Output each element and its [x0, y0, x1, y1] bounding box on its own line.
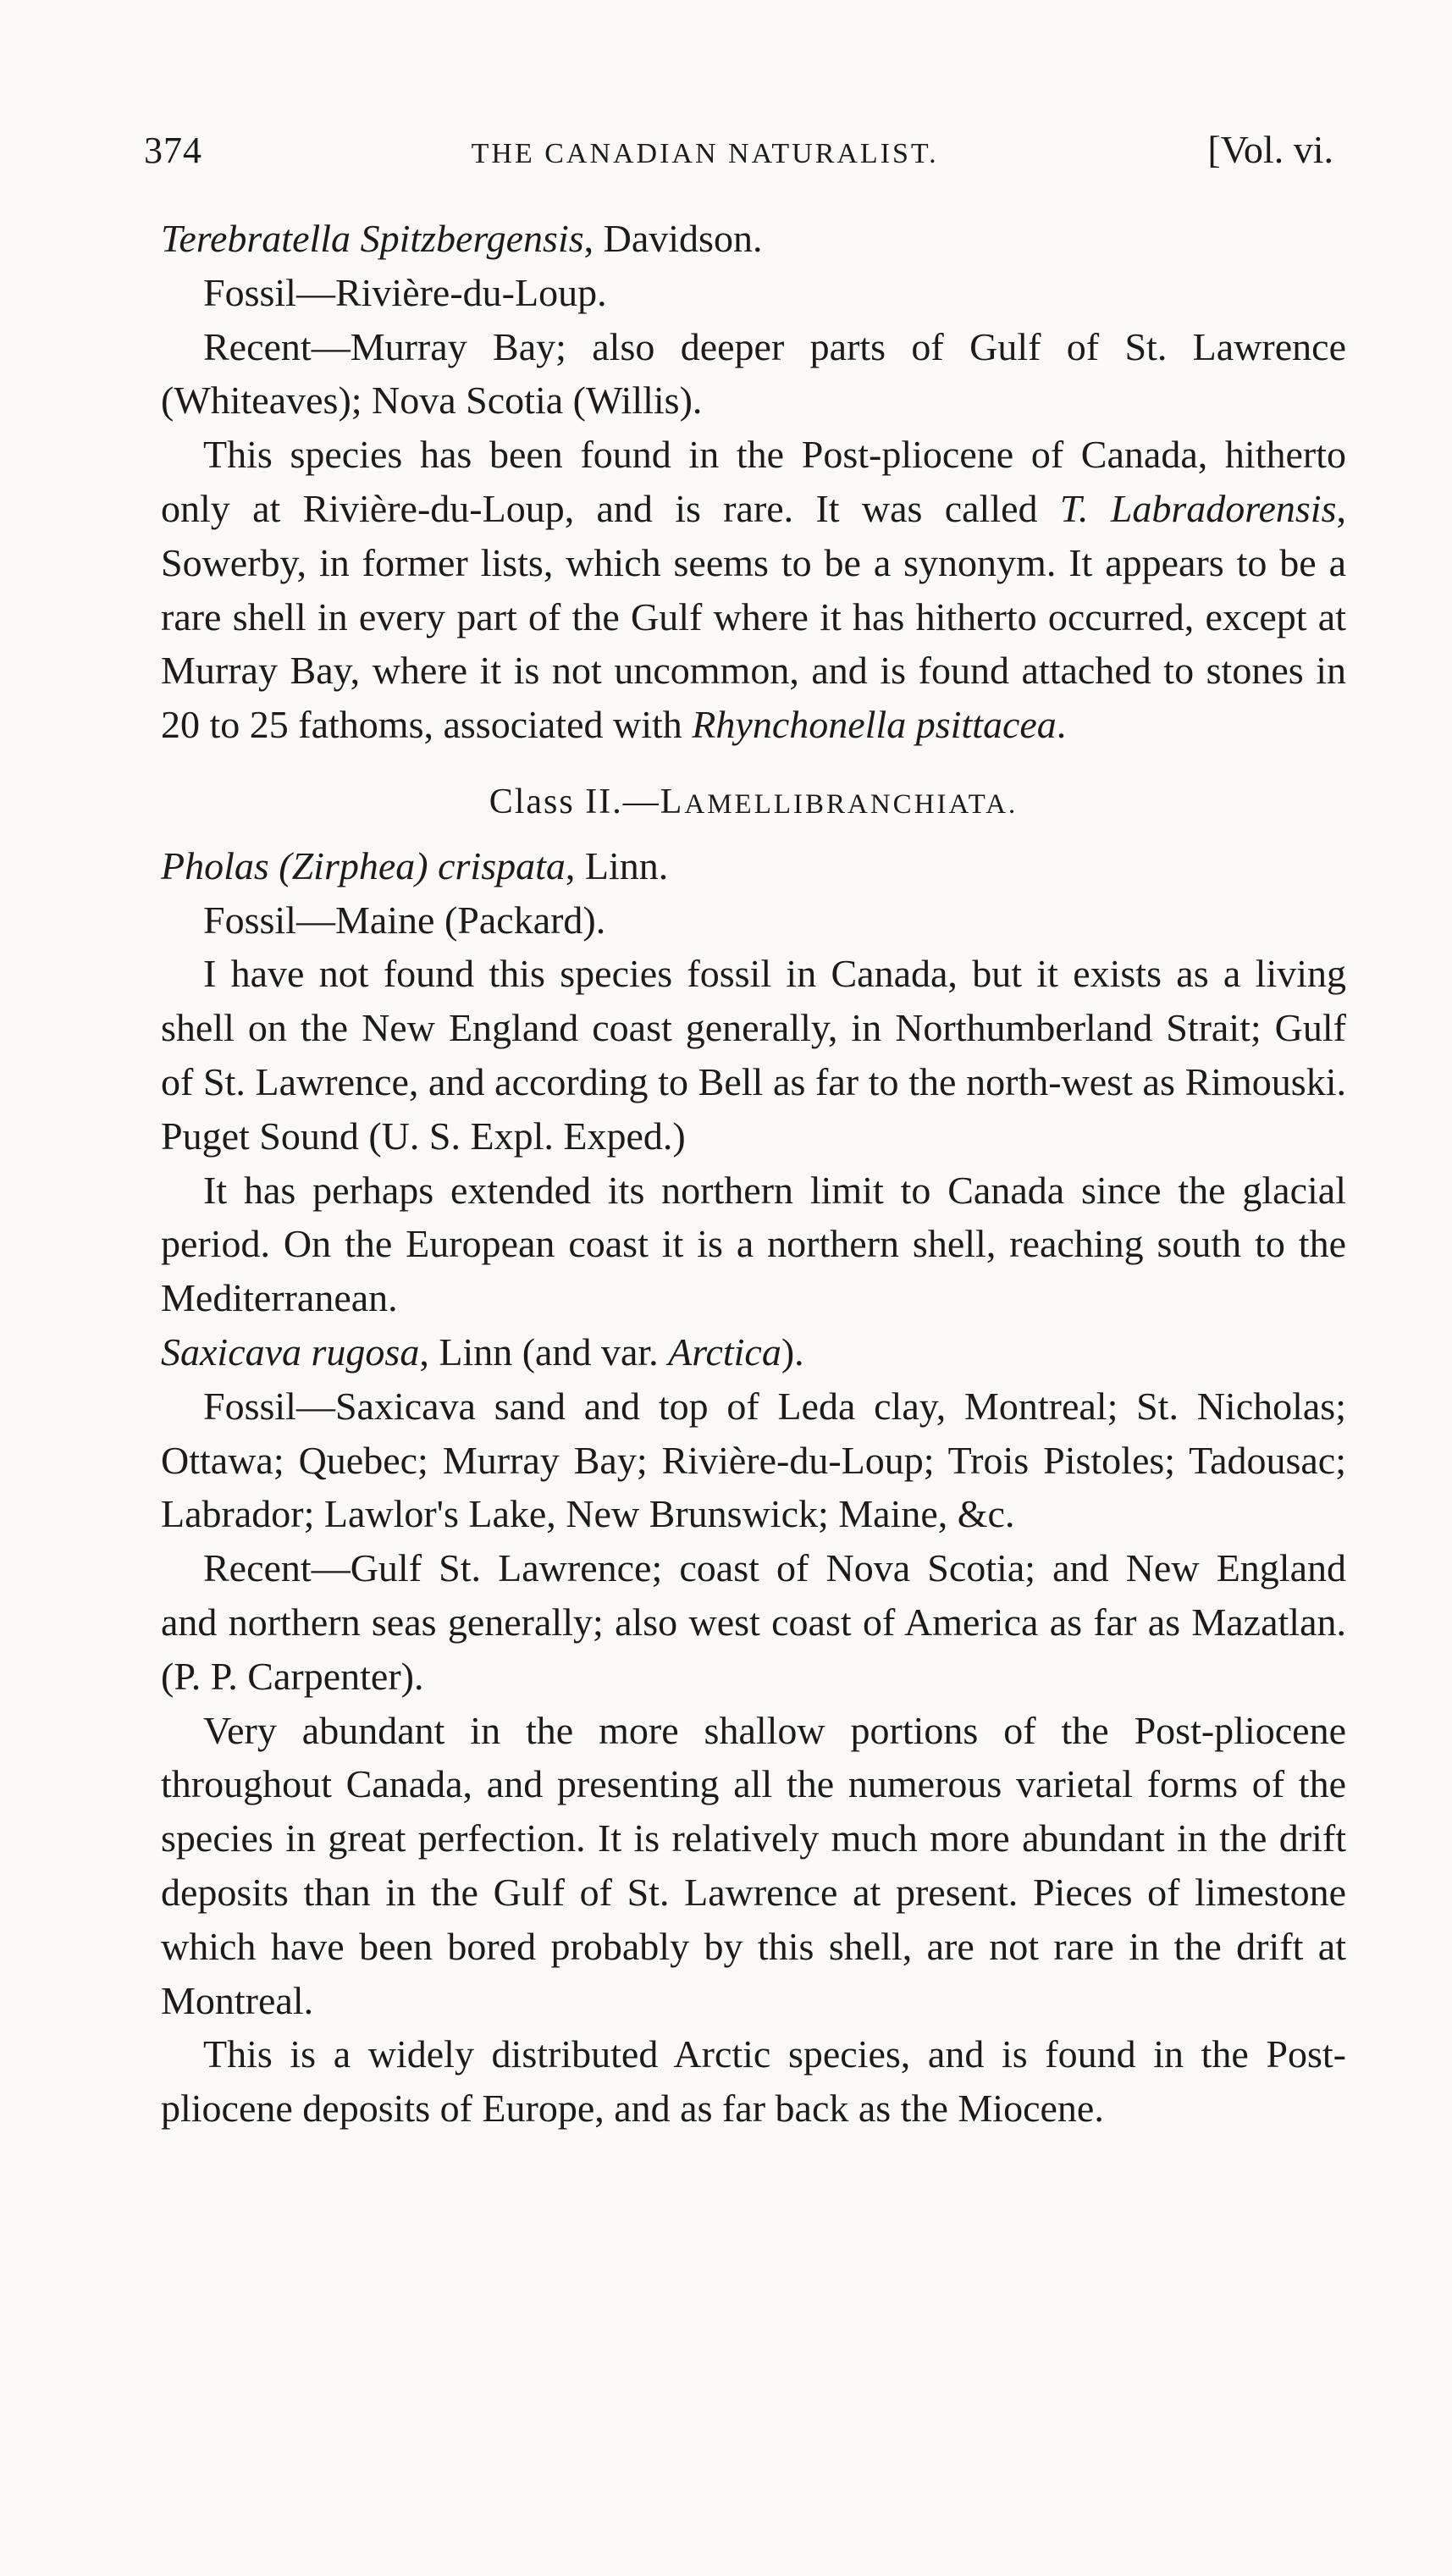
authority: , Linn (and var.	[419, 1329, 669, 1374]
running-title: THE CANADIAN NATURALIST.	[471, 138, 939, 169]
species-heading-pholas	[161, 839, 1346, 893]
paragraph: This is a widely distributed Arctic species, and is found in the Post-pliocene deposits of Europe, and as far back as the Miocene.	[161, 2032, 1346, 2131]
page-number: 374	[144, 130, 202, 171]
class-heading-name: LAMELLIBRANCHIATA.	[660, 782, 1019, 821]
recent-line: Recent—Murray Bay; also deeper parts of Gulf of St. Lawrence (Whiteaves); Nova Scotia (Willis).	[161, 324, 1346, 423]
authority-end: ).	[781, 1329, 804, 1374]
italic-name: T. Labradorensis	[1059, 486, 1337, 530]
paragraph-text: , Sowerby, in former lists, which seems to be a synonym. It appears to be a rare shell in every part of the Gulf where it has hitherto occurred, except at Murray Bay, where it is not uncommon, and is found attached to stones in 20 to 25 fathoms, associated with	[161, 486, 1346, 747]
class-heading-prefix: Class II.—	[489, 782, 660, 821]
paragraph: I have not found this species fossil in Canada, but it exists as a living shell on the New England coast generally, in Northumberland Strait; Gulf of St. Lawrence, and according to Bell as far to the north-west as Rimouski. Puget Sound (U. S. Expl. Exped.)	[161, 952, 1346, 1158]
authority: , Linn.	[565, 843, 669, 887]
running-header	[144, 127, 1333, 195]
volume-label: [Vol. vi.	[1207, 128, 1333, 171]
fossil-line: Fossil—Maine (Packard).	[203, 898, 606, 942]
species-name: Saxicava rugosa	[161, 1329, 420, 1374]
variety-name: Arctica	[668, 1329, 781, 1374]
species-name: Spitzbergensis	[360, 217, 584, 260]
paragraph-text: .	[1056, 703, 1067, 747]
species-heading-saxicava	[161, 1325, 1346, 1379]
authority: , Davidson.	[583, 217, 763, 260]
genus-name: Terebratella	[161, 217, 351, 260]
species-heading-terebratella	[161, 212, 1346, 266]
paragraph: It has perhaps extended its northern limit to Canada since the glacial period. On the European coast it is a northern shell, reaching south to the Mediterranean.	[161, 1168, 1346, 1320]
class-heading	[161, 776, 1346, 832]
fossil-line: Fossil—Saxicava sand and top of Leda clay, Montreal; St. Nicholas; Ottawa; Quebec; Murray Bay; Rivière-du-Loup; Trois Pistoles; Tadousac; Labrador; Lawlor's Lake, New Brunswick; Maine, &c.	[161, 1384, 1346, 1536]
paragraph: Very abundant in the more shallow portions of the Post-pliocene throughout Canada, and presenting all the numerous varietal forms of the species in great perfection. It is relatively much more abundant in the drift deposits than in the Gulf of St. Lawrence at present. Pieces of limestone which have been bored probably by this shell, are not rare in the drift at Montreal.	[161, 1708, 1346, 2022]
paragraph-text: This species has been found in the Post-pliocene of Canada, hitherto only at Rivière-du-Loup, and is rare. It was called	[161, 433, 1346, 530]
paragraph	[161, 428, 1346, 752]
body-text	[161, 212, 1346, 2136]
species-name: Pholas (Zirphea) crispata	[161, 843, 566, 887]
fossil-line: Fossil—Rivière-du-Loup.	[203, 270, 607, 314]
recent-line: Recent—Gulf St. Lawrence; coast of Nova Scotia; and New England and northern seas generally; also west coast of America as far as Mazatlan. (P. P. Carpenter).	[161, 1546, 1346, 1698]
italic-name: Rhynchonella psittacea	[692, 703, 1057, 747]
